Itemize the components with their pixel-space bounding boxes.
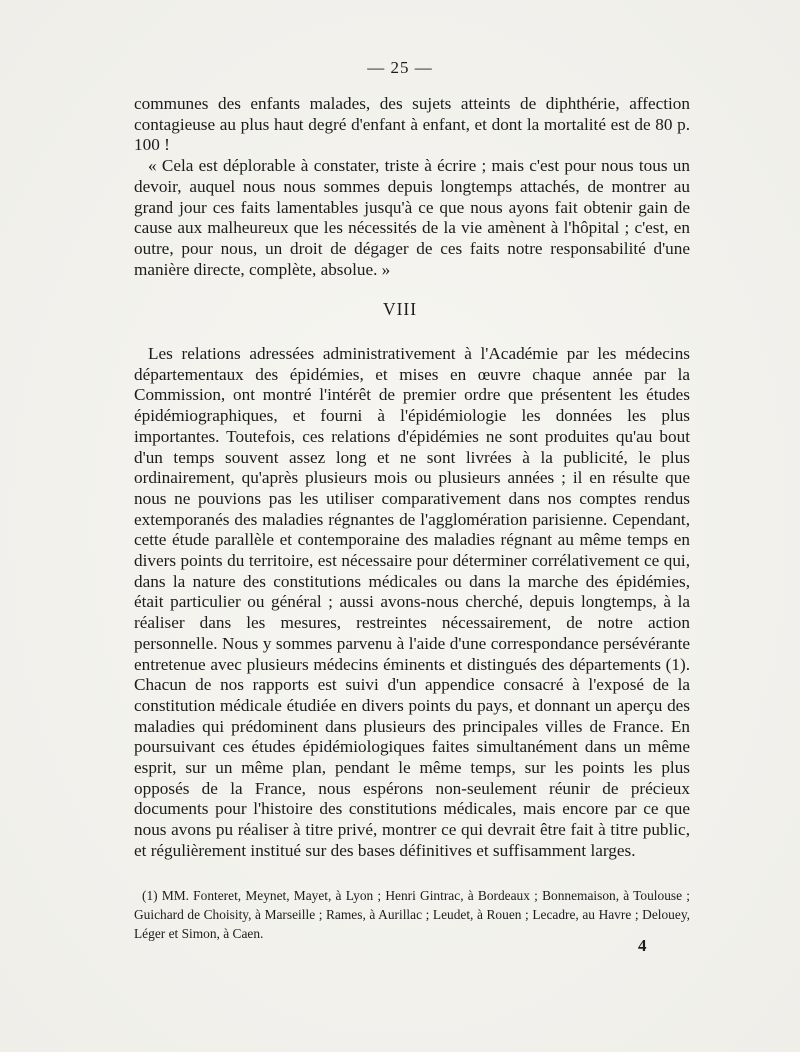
section-heading: VIII [382, 299, 418, 319]
footnote-text: (1) MM. Fonteret, Meynet, Mayet, à Lyon ; Henri Gintrac, à Bordeaux ; Bonnemaison, à Toulouse ; Guichard de Choisity, à Marseille ; Rames, à Aurillac ; Leudet, à Rouen ; Lecadre, au Havre ; Delouey, Léger et Simon, à Caen. [134, 888, 690, 941]
text-block-section-viii [134, 344, 690, 862]
footnote [134, 886, 690, 943]
signature-mark: 4 [638, 936, 647, 955]
page-number: — 25 — [367, 58, 433, 77]
text-block-continuation [134, 94, 690, 280]
paragraph-quotation: « Cela est déplorable à constater, triste à écrire ; mais c'est pour nous tous un devoir, auquel nous nous sommes depuis longtemps attachés, de montrer au grand jour ces faits lamentables jusqu'à ce que nous ayons fait obtenir gain de cause aux malheureux que les nécessités de la vie amènent à l'hôpital ; c'est, en outre, pour nous, un droit de dégager de ces faits notre responsabilité d'une manière directe, complète, absolue. » [134, 156, 690, 279]
paragraph-section-viii: Les relations adressées administrativement à l'Académie par les médecins départementaux des épidémies, et mises en œuvre chaque année par la Commission, ont montré l'intérêt de premier ordre que présentent les études épidémiographiques, et fourni à l'épidémiologie les données les plus importantes. Toutefois, ces relations d'épidémies ne sont produites qu'au bout d'un temps souvent assez long et ne sont livrées à la publicité, le plus ordinairement, qu'après plusieurs mois ou plusieurs années ; il en résulte que nous ne pouvions pas les utiliser comparativement dans nos comptes rendus extemporanés des maladies régnantes de l'agglomération parisienne. Cependant, cette étude parallèle et contemporaine des maladies régnant au même temps en divers points du territoire, est nécessaire pour déterminer corrélativement ce qui, dans la nature des constitutions médicales ou dans la marche des épidémies, était particulier ou général ; aussi avons-nous cherché, depuis longtemps, à la réaliser dans les mesures, restreintes nécessairement, de notre action personnelle. Nous y sommes parvenu à l'aide d'une correspondance persévérante entretenue avec plusieurs médecins éminents et distingués des départements (1). Chacun de nos rapports est suivi d'un appendice consacré à l'exposé de la constitution médicale étudiée en divers points du pays, et donnant un aperçu des maladies qui prédominent dans plusieurs des principales villes de France. En poursuivant ces études épidémiologiques faites simultanément dans un même esprit, sur un même plan, pendant le même temps, sur les points les plus opposés de la France, nous espérons non-seulement réunir de précieux documents pour l'histoire des constitutions médicales, mais encore par ce que nous avons pu réaliser à titre privé, montrer ce qui devrait être fait à titre public, et régulièrement institué sur des bases définitives et suffisamment larges. [134, 344, 690, 860]
paragraph-continuation: communes des enfants malades, des sujets atteints de diphthérie, affection contagieuse au plus haut degré d'enfant à enfant, et dont la mortalité est de 80 p. 100 ! [134, 94, 690, 155]
